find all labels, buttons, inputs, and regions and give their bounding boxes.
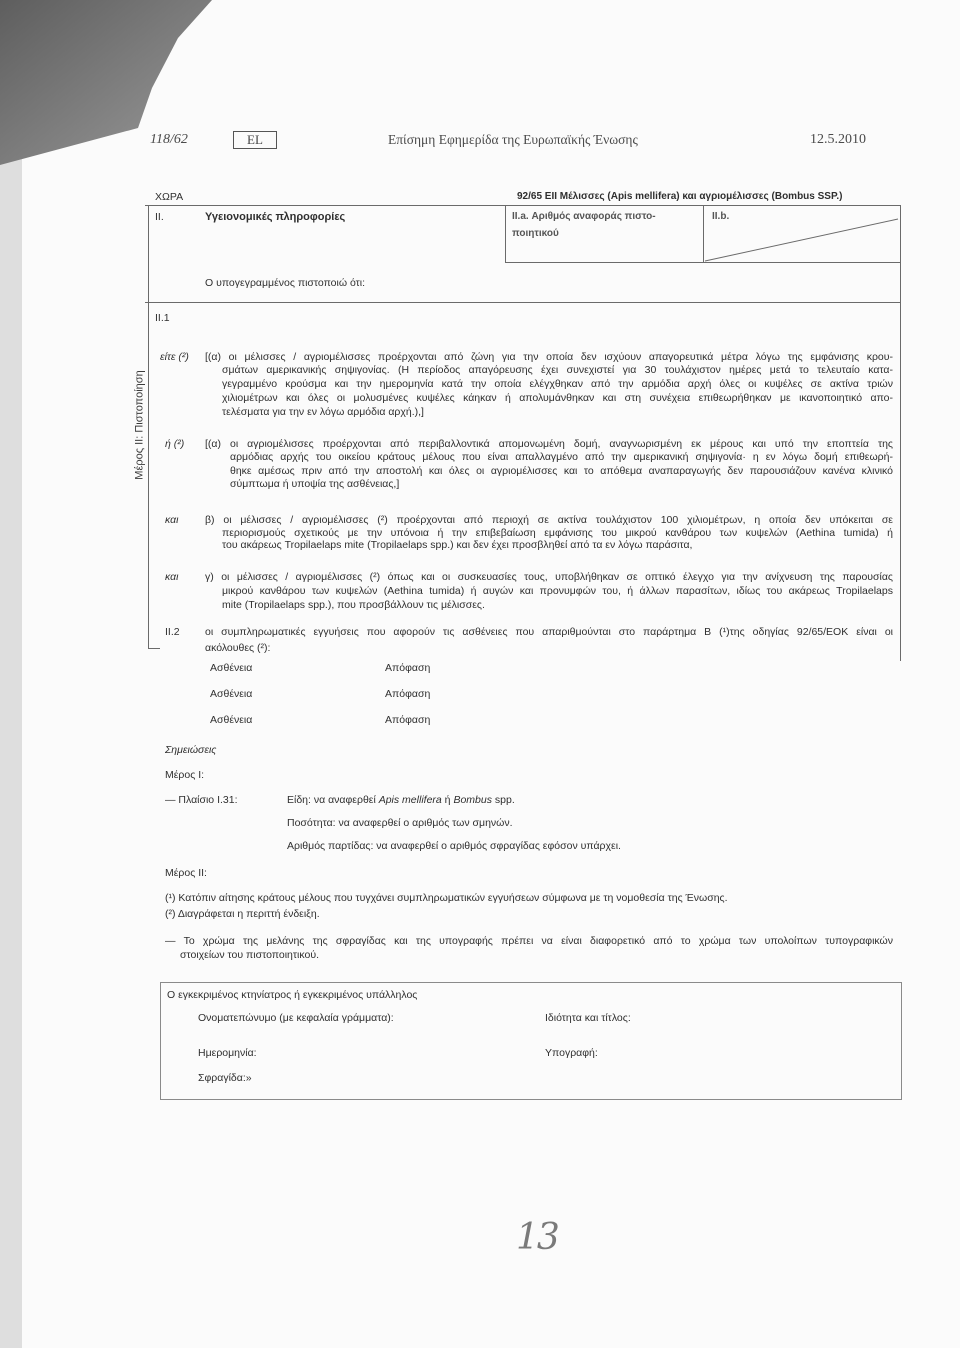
option-marker: ή (²) (165, 438, 185, 450)
stamp-label: Σφραγίδα:» (198, 1072, 252, 1084)
box-label: — Πλαίσιο I.31: (165, 794, 238, 806)
ink-note: — Το χρώμα της μελάνης της σφραγίδας και της υπογραφής πρέπει να είναι διαφορετικό από το χρώμα των υπολοίπων τυπογραφικών (165, 935, 893, 947)
publication-date: 12.5.2010 (810, 132, 866, 147)
declaration: Ο υπογεγραμμένος πιστοποιώ ότι: (205, 277, 366, 289)
diagonal-strike-line (705, 219, 898, 261)
signature-label: Υπογραφή: (545, 1047, 598, 1059)
species-note (287, 793, 515, 807)
reference-number-label: II.a. Αριθμός αναφοράς πιστο- (512, 211, 656, 222)
species-prefix: Είδη: να αναφερθεί (287, 794, 379, 806)
paragraph-line: mite (Tropilaelaps spp.), που προσβάλλουν τις μέλισσες. (222, 599, 485, 611)
table-rule (145, 302, 901, 303)
side-label-part-ii: Μέρος II: Πιστοποίηση (133, 370, 146, 480)
paragraph-line: σύμπτωμα ή υποψία της ασθένειας,] (230, 478, 400, 490)
date-label: Ημερομηνία: (198, 1047, 257, 1059)
journal-title: Επίσημη Εφημερίδα της Ευρωπαϊκής Ένωσης (388, 132, 638, 147)
paragraph-line: του ακάρεως Tropilaelaps mite (Tropilaelaps spp.) και δεν έχει προσβληθεί από τα εν λόγω παράσιτα, (222, 539, 693, 551)
clause-conjunction: και (165, 514, 179, 526)
handwritten-page-number: 13 (516, 1217, 558, 1258)
quantity-note: Ποσότητα: να αναφερθεί ο αριθμός των σμηνών. (287, 817, 513, 829)
disease-label: Ασθένεια (210, 688, 253, 700)
ink-note-cont: στοιχείων του πιστοποιητικού. (180, 949, 319, 961)
footnote-2: (²) Διαγράφεται η περιττή ένδειξη. (165, 908, 320, 920)
frame-right-line (900, 205, 901, 661)
notes-part-i-title: Μέρος I: (165, 769, 205, 781)
species-or: ή (441, 794, 454, 806)
ref-b-label: II.b. (712, 211, 730, 222)
cell-divider (505, 205, 506, 262)
paragraph-line: γ) οι μέλισσες / αγριομέλισσες (²) όπως και οι συσκευασίες τους, υποβλήθηκαν σε οπτικό έλεγχο για την ανίχνευση της παρουσίας (205, 571, 893, 583)
clause-number: II.1 (155, 312, 170, 324)
cell-divider (703, 205, 704, 262)
batch-note: Αριθμός παρτίδας: να αναφερθεί ο αριθμός σφραγίδας εφόσον υπάρχει. (287, 840, 621, 852)
paragraph-line: β) οι μέλισσες / αγριομέλισσες (²) προέρχονται από περιοχή σε ακτίνα τουλάχιστον 100 χιλιομέτρων, η οποία δεν υπόκειται σε (205, 514, 893, 526)
disease-label: Ασθένεια (210, 662, 253, 674)
clause-conjunction: και (165, 571, 179, 583)
paragraph-line: θηκε αμέσως πριν από την αποστολή και όλες οι αγριομέλισσες και το απόθεμα αναπαραγωγής δεν παρουσιάζουν κανένα κλινικό (230, 465, 893, 477)
page-reference: 118/62 (150, 132, 188, 147)
paragraph-line: [(α) οι αγριομέλισσες προέρχονται από περιβαλλοντικά απομονωμένη δομή, αναγνωρισμένη εκ μέρους και υπό την εποπτεία της (205, 438, 893, 450)
paragraph-line: μικρού κανθάρου των κυψελών (Aethina tumida) ή αυγών και προνυμφών του, ή άλλων παρασίτων, ιδίως του ακάρεως Tropilaelaps (222, 585, 893, 597)
language-code-box: EL (233, 131, 277, 149)
role-label: Ιδιότητα και τίτλος: (545, 1012, 631, 1024)
signature-box-title: Ο εγκεκριμένος κτηνίατρος ή εγκεκριμένος υπάλληλος (167, 989, 418, 1001)
paragraph-line: περιορισμούς σχετικούς με την υπόνοια ή την επιβεβαίωση εμφάνισης του μικρού κανθάρου των κυψελών (Aethina tumida) ή (222, 527, 893, 539)
model-title: 92/65 ΕΙΙ Μέλισσες (Apis mellifera) και αγριομέλισσες (Bombus SSP.) (517, 191, 843, 202)
species-bombus: Bombus (453, 794, 492, 806)
section-number: II. (155, 211, 164, 223)
section-title: Υγειονομικές πληροφορίες (205, 211, 346, 223)
notes-part-ii-title: Μέρος II: (165, 867, 207, 879)
paragraph-line: αρμόδιας αρχής του οικείου κράτους μέλους που είναι απαλλαγμένο από την αμερικανική σηψιγονία· η εν λόγω δομή επιθεωρή- (230, 451, 893, 463)
reference-number-label-cont: ποιητικού (512, 228, 559, 239)
species-suffix: spp. (491, 794, 515, 806)
frame-left-line (148, 205, 149, 649)
name-label: Ονοματεπώνυμο (με κεφαλαία γράμματα): (198, 1012, 394, 1024)
paragraph-line: γεγραμμένο κρούσμα και την ημερομηνία κατά την οποία ελέγχθηκαν από την αρμόδια αρχή όλες οι κυψέλες σε ακτίνα τριών (222, 378, 893, 390)
species-apis: Apis mellifera (378, 794, 442, 806)
country-label: ΧΩΡΑ (155, 191, 184, 203)
paragraph-line: σμάτων αμερικανικής σηψιγονίας. (Η περίοδος απαγόρευσης έχει συνεχιστεί για 30 τουλάχιστον ημέρες μετά το τελευταίο κατα- (222, 364, 893, 376)
paragraph-line: τελέσματα για την εν λόγω αρμόδια αρχή.),] (222, 406, 424, 418)
notes-title: Σημειώσεις (165, 744, 217, 756)
footnote-1: (¹) Κατόπιν αίτησης κράτους μέλους που τυγχάνει συμπληρωματικών εγγυήσεων σύμφωνα με τη νομοθεσία της Ένωσης. (165, 892, 728, 904)
decision-label: Απόφαση (385, 688, 431, 700)
paragraph-line: χιλιομέτρων και όλες οι μολυσμένες κυψέλες κάηκαν ή απολυμάνθηκαν και στη συνέχεια επιθεωρήθηκαν με ικανοποιητικό απο- (222, 392, 893, 404)
paragraph-line: ακόλουθες (²): (205, 642, 271, 654)
decision-label: Απόφαση (385, 714, 431, 726)
paragraph-line: [(α) οι μέλισσες / αγριομέλισσες προέρχονται από ζώνη για την οποία δεν ισχύουν απαγορευτικά μέτρα λόγω της εμφάνισης κρου- (205, 351, 893, 363)
option-marker: είτε (²) (160, 351, 189, 363)
cell-rule-bottom (505, 262, 901, 263)
clause-number: II.2 (165, 626, 180, 638)
disease-label: Ασθένεια (210, 714, 253, 726)
table-rule-top (145, 205, 901, 206)
paragraph-line: οι συμπληρωματικές εγγυήσεις που αφορούν τις ασθένειες που απαριθμούνται στο παράρτημα Β (¹)της οδηγίας 92/65/ΕΟΚ είναι οι (205, 626, 893, 638)
frame-bracket-tick (148, 648, 160, 649)
decision-label: Απόφαση (385, 662, 431, 674)
